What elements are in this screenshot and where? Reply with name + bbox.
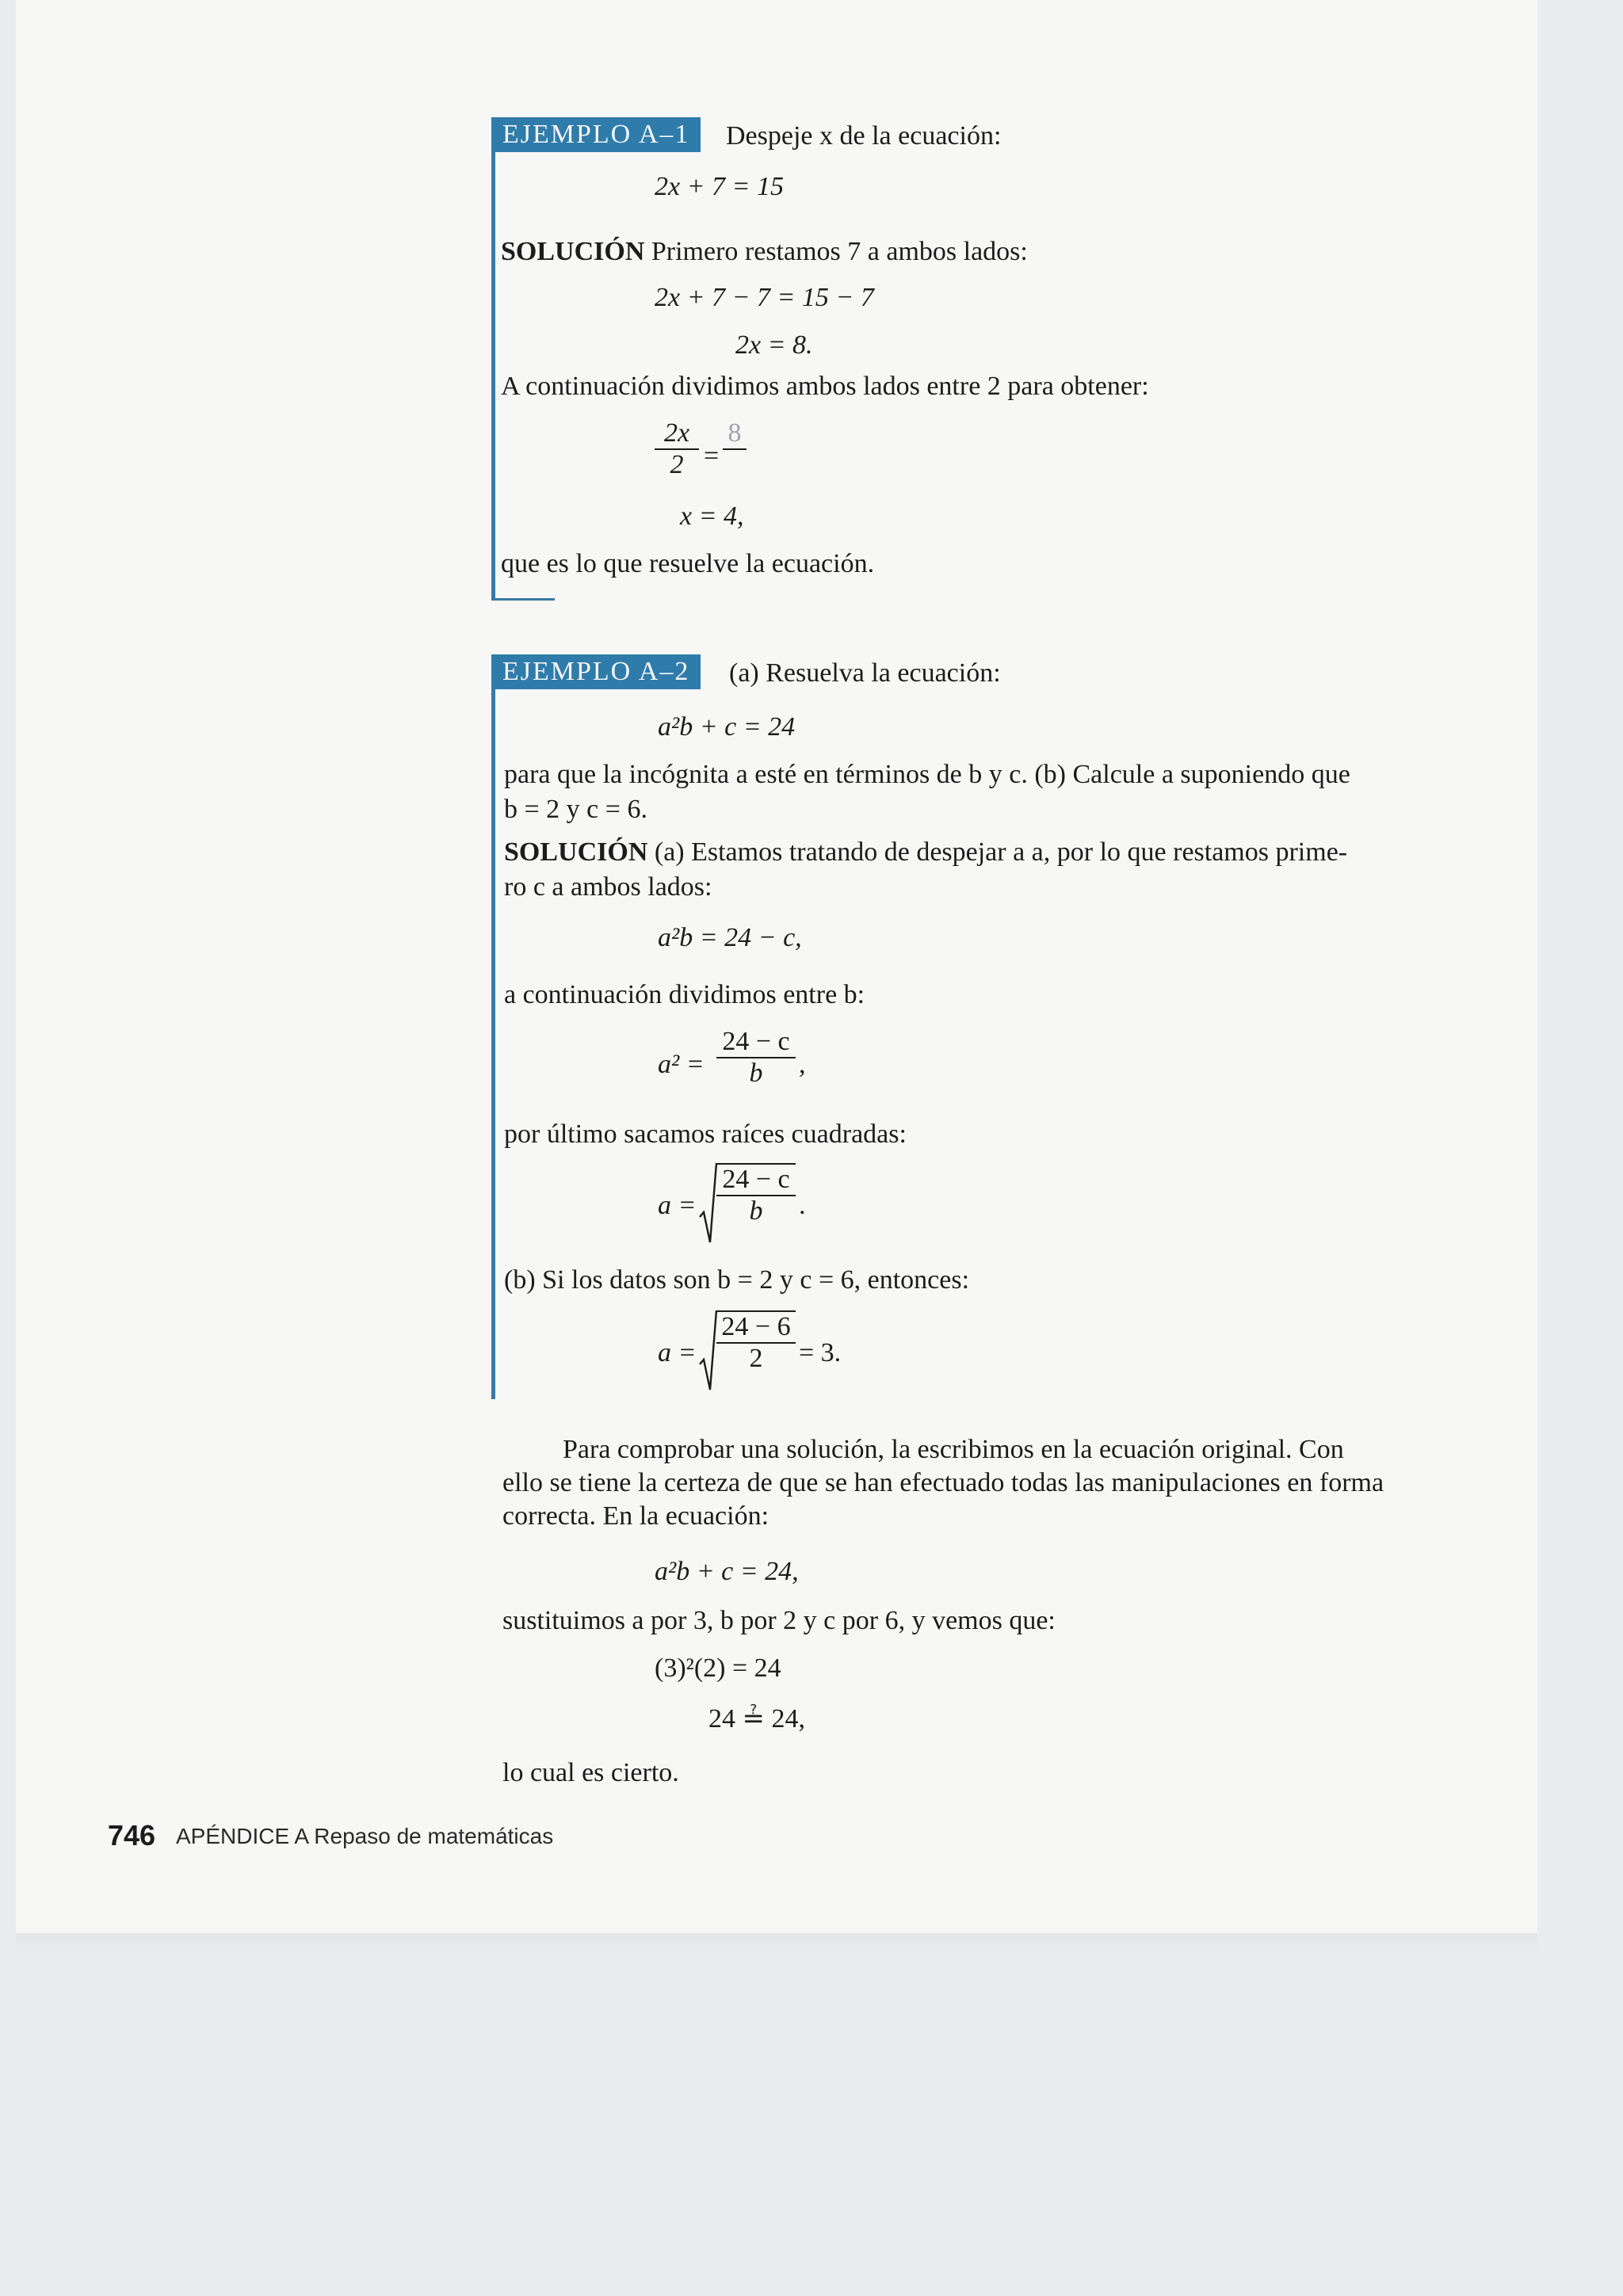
example-a2-eq-b-left: a² = xyxy=(658,1050,705,1079)
radical-sign xyxy=(699,1161,718,1244)
example-a2-eq-c-frac: 24 − c b xyxy=(716,1163,796,1226)
example-a2-label: EJEMPLO A–2 xyxy=(491,654,701,689)
body-para-line2: ello se tiene la certeza de que se han efectuado todas las manipulaciones en forma xyxy=(502,1468,1384,1497)
solution-label: SOLUCIÓN xyxy=(504,837,648,867)
example-a2-eq-b-tail: , xyxy=(799,1050,806,1079)
example-a1-prompt: Despeje x de la ecuación: xyxy=(726,121,1002,151)
radical-sign xyxy=(699,1309,718,1391)
example-a1-equation: 2x + 7 = 15 xyxy=(655,172,784,201)
example-a2-solution-line2: ro c a ambos lados: xyxy=(504,872,712,902)
example-a1-label: EJEMPLO A–1 xyxy=(491,117,701,152)
example-a2 xyxy=(491,654,1442,1399)
example-a2-divide-text: a continuación dividimos entre b: xyxy=(504,980,865,1009)
example-a1-continue: A continuación dividimos ambos lados entre 2 para obtener: xyxy=(501,372,1149,401)
example-a1-step2: 2x = 8. xyxy=(735,330,813,360)
solution-text: Primero restamos 7 a ambos lados: xyxy=(651,237,1028,266)
example-a1-frac-right: 8 xyxy=(723,418,747,480)
page-number: 746 xyxy=(108,1819,156,1852)
example-a1-frac-left: 2x 2 xyxy=(655,418,699,480)
example-a2-eq-d-left: a = xyxy=(658,1338,697,1367)
example-a1-solution xyxy=(501,236,1028,268)
example-a2-eq-d-frac: 24 − 6 2 xyxy=(716,1310,796,1374)
body-eq3: 24 ≟ 24, xyxy=(708,1704,805,1733)
example-a2-line1: para que la incógnita a esté en términos de b y c. (b) Calcule a suponiendo que xyxy=(504,760,1350,789)
example-a2-sqrt-text: por último sacamos raíces cuadradas: xyxy=(504,1119,907,1149)
example-a2-eq-d-tail: = 3. xyxy=(799,1338,842,1367)
example-a2-bar xyxy=(491,654,495,1399)
example-a1-step1: 2x + 7 − 7 = 15 − 7 xyxy=(655,283,874,312)
example-a1-frac-eq: = xyxy=(704,441,720,471)
example-a1 xyxy=(491,117,1442,601)
example-a2-eq-a: a²b = 24 − c, xyxy=(658,923,802,952)
example-a2-eq-c-tail: . xyxy=(799,1191,806,1220)
body-para-line3: correcta. En la ecuación: xyxy=(502,1501,769,1531)
solution-label: SOLUCIÓN xyxy=(501,237,645,266)
body-closing: lo cual es cierto. xyxy=(502,1758,679,1787)
example-a2-part-b: (b) Si los datos son b = 2 y c = 6, entonces: xyxy=(504,1265,970,1295)
example-a1-bar xyxy=(491,117,495,601)
example-a2-eq-c-left: a = xyxy=(658,1191,697,1220)
example-a2-solution-line1 xyxy=(504,837,1347,868)
example-a2-prompt: (a) Resuelva la ecuación: xyxy=(729,658,1001,688)
example-a1-result: x = 4, xyxy=(680,502,744,531)
page-edge xyxy=(16,1933,1537,1957)
body-para-line1: Para comprobar una solución, la escribimos en la ecuación original. Con xyxy=(563,1435,1344,1464)
body-eq2: (3)²(2) = 24 xyxy=(655,1653,781,1683)
body-substitution: sustituimos a por 3, b por 2 y c por 6, y vemos que: xyxy=(502,1606,1056,1635)
example-a2-equation: a²b + c = 24 xyxy=(658,712,796,742)
example-a2-line2: b = 2 y c = 6. xyxy=(504,795,647,824)
body-eq1: a²b + c = 24, xyxy=(655,1557,799,1586)
solution-text: (a) Estamos tratando de despejar a a, por lo que restamos prime- xyxy=(654,837,1348,867)
example-a1-rule xyxy=(491,598,555,601)
example-a1-closing: que es lo que resuelve la ecuación. xyxy=(501,549,875,578)
running-footer: APÉNDICE A Repaso de matemáticas xyxy=(176,1824,554,1848)
example-a2-eq-b-frac: 24 − c b xyxy=(716,1027,796,1089)
